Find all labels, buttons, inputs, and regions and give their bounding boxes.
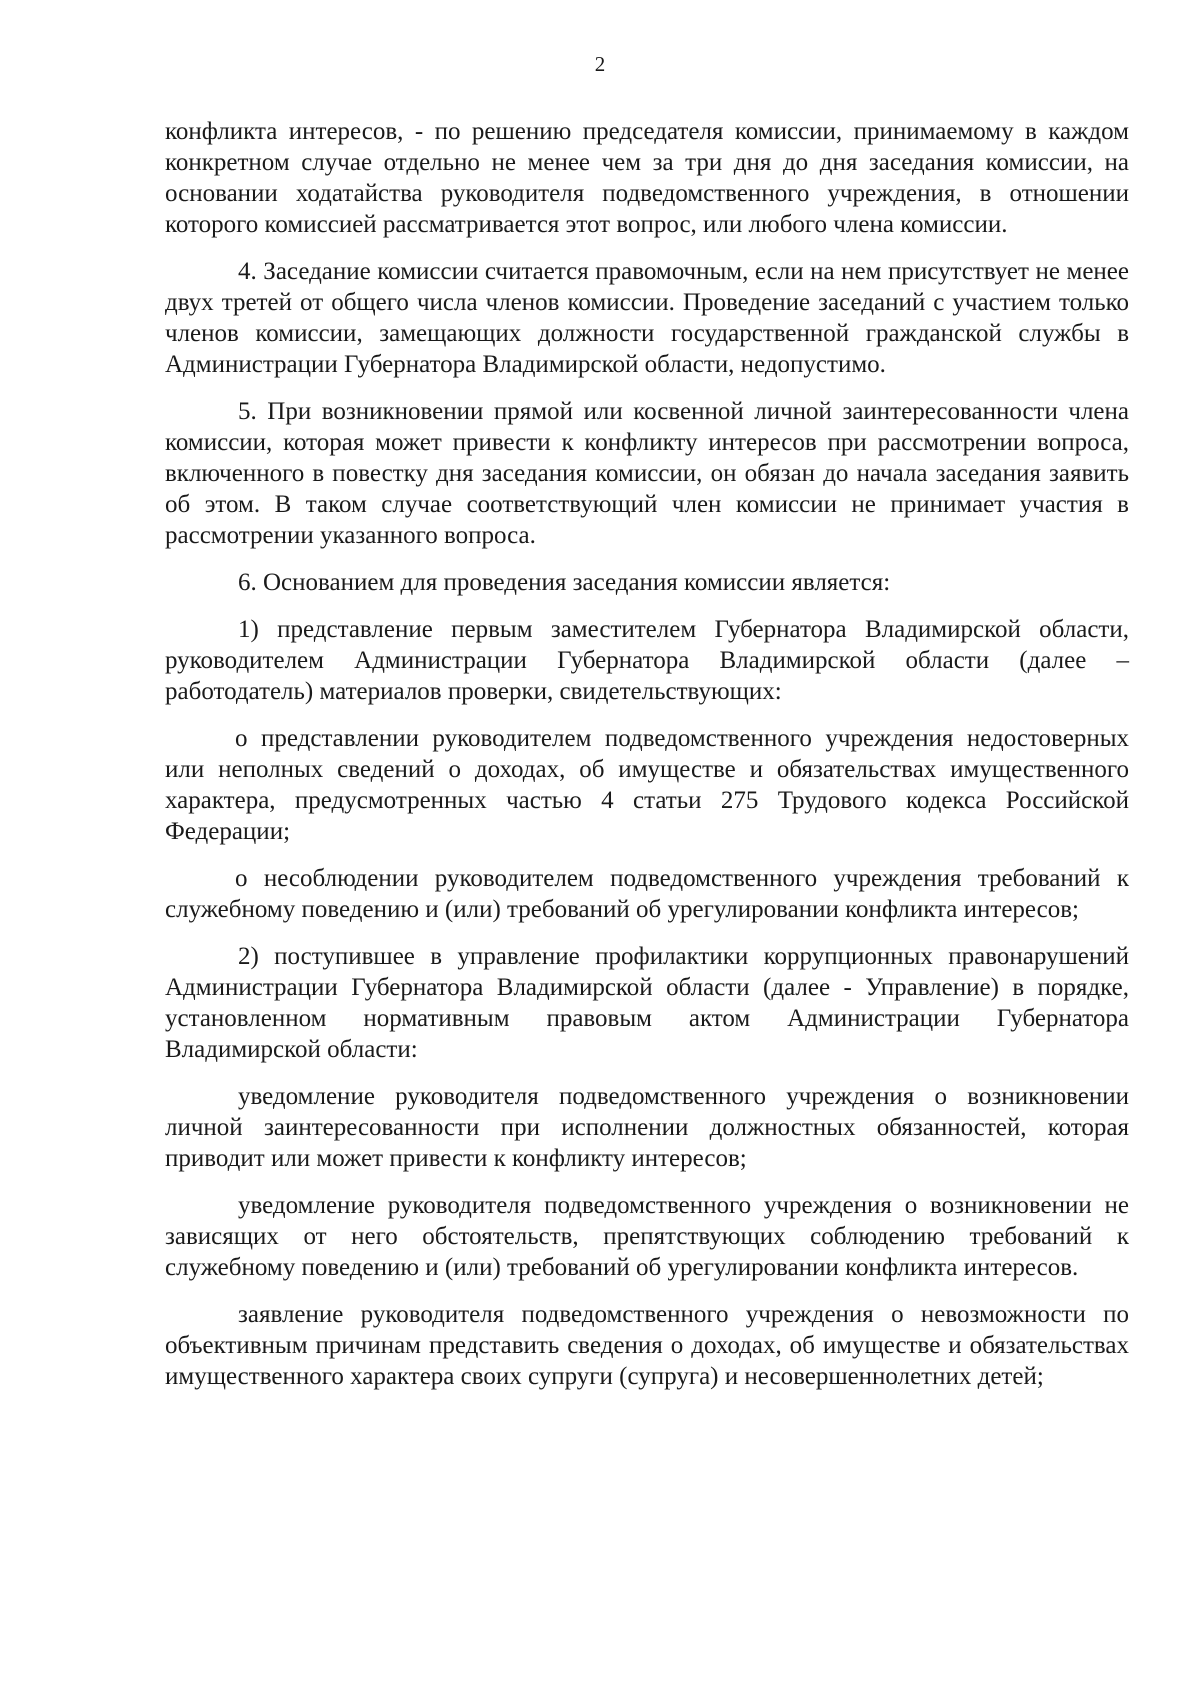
paragraph-item-5: 5. При возникновении прямой или косвенной личной заинтересованности члена комиссии, которая может привести к конфликту интересов при рассмотрении вопроса, включенного в повестку дня заседания комиссии, он обязан до начала заседания заявить об этом. В таком случае соответствующий член комиссии не принимает участия в рассмотрении указанного вопроса. xyxy=(165,398,1129,549)
paragraph-statement-income: заявление руководителя подведомственного учреждения о невозможности по объективным причинам представить сведения о доходах, об имуществе и обязательствах имущественного характера своих супруги (супруга) и несовершеннолетних детей; xyxy=(165,1301,1129,1390)
document-body xyxy=(165,116,1129,1402)
paragraph-item-4: 4. Заседание комиссии считается правомочным, если на нем присутствует не менее двух третей от общего числа членов комиссии. Проведение заседаний с участием только членов комиссии, замещающих должности государственной гражданской службы в Администрации Губернатора Владимирской области, недопустимо. xyxy=(165,258,1129,378)
paragraph-bullet-false-info: о представлении руководителем подведомственного учреждения недостоверных или неполных сведений о доходах, об имуществе и обязательствах имущественного характера, предусмотренных частью 4 статьи 275 Трудового кодекса Российской Федерации; xyxy=(165,725,1129,845)
paragraph-bullet-noncompliance: о несоблюдении руководителем подведомственного учреждения требований к служебному поведению и (или) требований об урегулировании конфликта интересов; xyxy=(165,865,1129,923)
paragraph-subitem-1: 1) представление первым заместителем Губернатора Владимирской области, руководителем Администрации Губернатора Владимирской области (далее – работодатель) материалов проверки, свидетельствующих: xyxy=(165,616,1129,705)
paragraph-continuation: конфликта интересов, - по решению председателя комиссии, принимаемому в каждом конкретном случае отдельно не менее чем за три дня до дня заседания комиссии, на основании ходатайства руководителя подведомственного учреждения, в отношении которого комиссией рассматривается этот вопрос, или любого члена комиссии. xyxy=(165,118,1129,238)
paragraph-item-6: 6. Основанием для проведения заседания комиссии является: xyxy=(238,569,891,596)
paragraph-notice-circumstances: уведомление руководителя подведомственного учреждения о возникновении не зависящих от него обстоятельств, препятствующих соблюдению требований к служебному поведению и (или) требований об урегулировании конфликта интересов. xyxy=(165,1192,1129,1281)
paragraph-subitem-2: 2) поступившее в управление профилактики коррупционных правонарушений Администрации Губернатора Владимирской области (далее - Управление) в порядке, установленном нормативным правовым актом Администрации Губернатора Владимирской области: xyxy=(165,943,1129,1063)
paragraph-notice-interest: уведомление руководителя подведомственного учреждения о возникновении личной заинтересованности при исполнении должностных обязанностей, которая приводит или может привести к конфликту интересов; xyxy=(165,1083,1129,1172)
page-number: 2 xyxy=(594,52,606,76)
